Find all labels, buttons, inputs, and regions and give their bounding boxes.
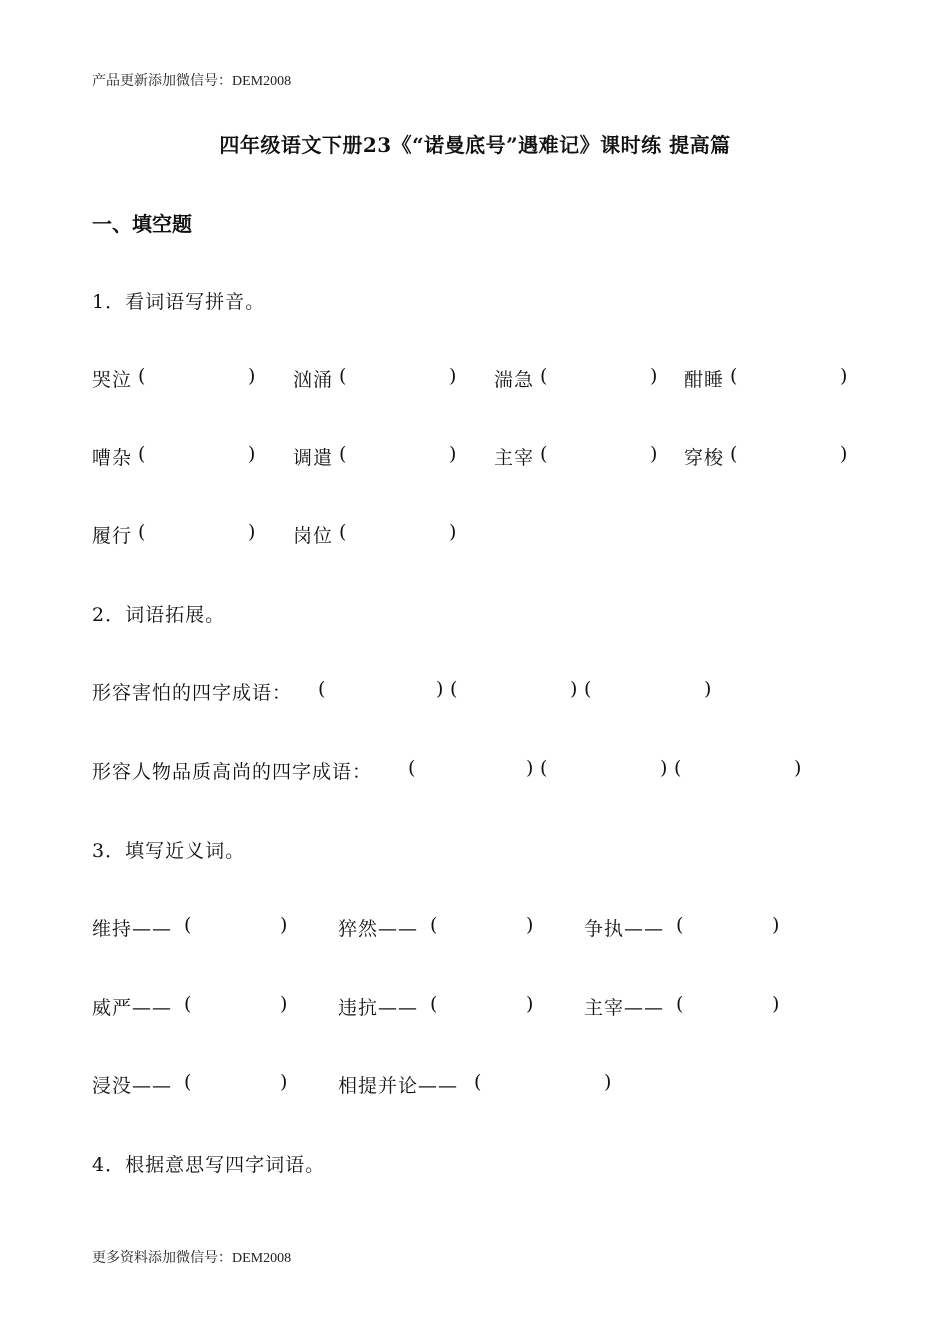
word-label: 湍急 xyxy=(494,369,535,391)
paren-open: ( xyxy=(138,443,146,465)
answer-blank[interactable] xyxy=(148,523,248,545)
pinyin-item xyxy=(494,365,664,391)
synonym-item xyxy=(584,914,794,940)
answer-blank[interactable] xyxy=(440,916,526,938)
paren-open: ( xyxy=(184,993,192,1015)
paren-close: ) xyxy=(526,993,534,1015)
answer-blank[interactable] xyxy=(686,995,772,1017)
paren-close: ) xyxy=(704,678,712,700)
paren-close: ) xyxy=(650,443,658,465)
pinyin-item xyxy=(293,365,463,391)
answer-blank[interactable] xyxy=(550,367,650,389)
idiom-row-noble xyxy=(92,757,822,783)
question-4-prompt: 4．根据意思写四字词语。 xyxy=(92,1154,326,1176)
answer-blank[interactable] xyxy=(148,367,248,389)
paren-open: ( xyxy=(318,678,326,700)
answer-blank[interactable] xyxy=(550,759,660,781)
synonym-item xyxy=(584,993,794,1019)
question-3-prompt: 3．填写近义词。 xyxy=(92,840,246,862)
paren-open: ( xyxy=(676,993,684,1015)
answer-blank[interactable] xyxy=(148,445,248,467)
word-label: 主宰 xyxy=(494,447,535,469)
pinyin-item xyxy=(293,521,463,547)
idiom-row-fear xyxy=(92,678,732,704)
pinyin-item xyxy=(684,443,854,469)
paren-close: ) xyxy=(248,521,256,543)
paren-open: ( xyxy=(584,678,592,700)
paren-open: ( xyxy=(138,365,146,387)
paren-open: ( xyxy=(540,443,548,465)
word-label: 履行 xyxy=(92,525,133,547)
paren-open: ( xyxy=(674,757,682,779)
paren-open: ( xyxy=(430,993,438,1015)
paren-open: ( xyxy=(450,678,458,700)
word-label: 哭泣 xyxy=(92,369,133,391)
answer-blank[interactable] xyxy=(194,995,280,1017)
paren-open: ( xyxy=(540,365,548,387)
synonym-label: 相提并论—— xyxy=(338,1075,459,1097)
paren-close: ) xyxy=(526,757,534,779)
answer-blank[interactable] xyxy=(418,759,526,781)
paren-close: ) xyxy=(280,1071,288,1093)
paren-open: ( xyxy=(730,365,738,387)
paren-close: ) xyxy=(660,757,668,779)
paren-close: ) xyxy=(449,521,457,543)
paren-open: ( xyxy=(138,521,146,543)
paren-close: ) xyxy=(794,757,802,779)
synonym-label: 维持—— xyxy=(92,918,173,940)
paren-open: ( xyxy=(339,443,347,465)
paren-close: ) xyxy=(449,365,457,387)
pinyin-item xyxy=(92,521,262,547)
pinyin-item xyxy=(684,365,854,391)
paren-open: ( xyxy=(339,521,347,543)
answer-blank[interactable] xyxy=(194,1073,280,1095)
answer-blank[interactable] xyxy=(740,445,840,467)
paren-open: ( xyxy=(184,914,192,936)
answer-blank[interactable] xyxy=(194,916,280,938)
synonym-label: 争执—— xyxy=(584,918,665,940)
paren-close: ) xyxy=(248,365,256,387)
paren-close: ) xyxy=(280,993,288,1015)
synonym-label: 主宰—— xyxy=(584,997,665,1019)
word-label: 嘈杂 xyxy=(92,447,133,469)
paren-open: ( xyxy=(184,1071,192,1093)
word-label: 酣睡 xyxy=(684,369,725,391)
question-1-prompt: 1．看词语写拼音。 xyxy=(92,291,266,313)
paren-close: ) xyxy=(280,914,288,936)
paren-open: ( xyxy=(676,914,684,936)
paren-close: ) xyxy=(840,365,848,387)
paren-close: ) xyxy=(650,365,658,387)
word-label: 汹涌 xyxy=(293,369,334,391)
word-label: 穿梭 xyxy=(684,447,725,469)
paren-close: ) xyxy=(840,443,848,465)
synonym-label: 违抗—— xyxy=(338,997,419,1019)
paren-open: ( xyxy=(430,914,438,936)
synonym-label: 浸没—— xyxy=(92,1075,173,1097)
answer-blank[interactable] xyxy=(328,680,436,702)
paren-close: ) xyxy=(436,678,444,700)
paren-close: ) xyxy=(772,993,780,1015)
answer-blank[interactable] xyxy=(550,445,650,467)
page-title: 四年级语文下册23《“诺曼底号”遇难记》课时练 提高篇 xyxy=(219,133,731,157)
word-label: 调遣 xyxy=(293,447,334,469)
pinyin-item xyxy=(293,443,463,469)
paren-close: ) xyxy=(526,914,534,936)
section-title-fill-in: 一、填空题 xyxy=(92,212,192,236)
pinyin-item xyxy=(494,443,664,469)
pinyin-item xyxy=(92,443,262,469)
answer-blank[interactable] xyxy=(686,916,772,938)
paren-open: ( xyxy=(408,757,416,779)
paren-close: ) xyxy=(449,443,457,465)
pinyin-item xyxy=(92,365,262,391)
answer-blank[interactable] xyxy=(484,1073,604,1095)
synonym-item xyxy=(338,993,548,1019)
synonym-item xyxy=(338,1071,628,1097)
answer-blank[interactable] xyxy=(460,680,570,702)
answer-blank[interactable] xyxy=(349,523,449,545)
answer-blank[interactable] xyxy=(740,367,840,389)
idiom-label: 形容人物品质高尚的四字成语： xyxy=(92,761,373,783)
paren-close: ) xyxy=(570,678,578,700)
synonym-item xyxy=(92,1071,302,1097)
synonym-label: 猝然—— xyxy=(338,918,419,940)
paren-close: ) xyxy=(248,443,256,465)
word-label: 岗位 xyxy=(293,525,334,547)
question-2-prompt: 2．词语拓展。 xyxy=(92,604,226,626)
answer-blank[interactable] xyxy=(349,367,449,389)
paren-close: ) xyxy=(772,914,780,936)
synonym-item xyxy=(92,914,302,940)
header-note: 产品更新添加微信号：DEM2008 xyxy=(92,74,292,89)
answer-blank[interactable] xyxy=(349,445,449,467)
paren-open: ( xyxy=(474,1071,482,1093)
answer-blank[interactable] xyxy=(684,759,794,781)
paren-open: ( xyxy=(540,757,548,779)
synonym-label: 威严—— xyxy=(92,997,173,1019)
synonym-item xyxy=(338,914,548,940)
synonym-item xyxy=(92,993,302,1019)
footer-note: 更多资料添加微信号：DEM2008 xyxy=(92,1251,292,1266)
paren-open: ( xyxy=(339,365,347,387)
answer-blank[interactable] xyxy=(594,680,704,702)
idiom-label: 形容害怕的四字成语： xyxy=(92,682,293,704)
paren-close: ) xyxy=(604,1071,612,1093)
paren-open: ( xyxy=(730,443,738,465)
answer-blank[interactable] xyxy=(440,995,526,1017)
